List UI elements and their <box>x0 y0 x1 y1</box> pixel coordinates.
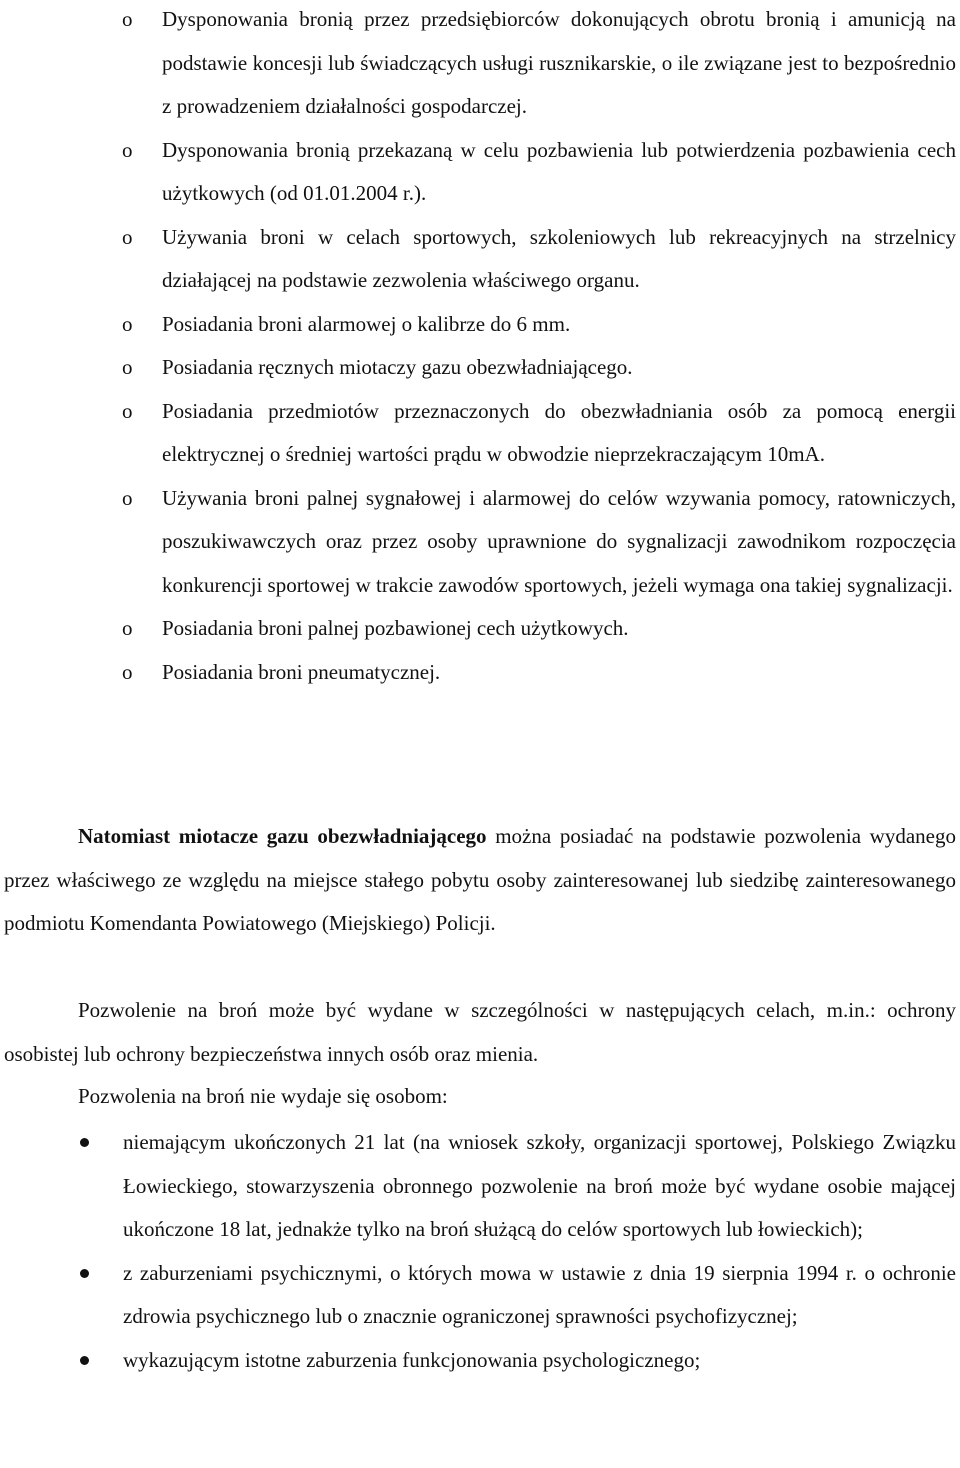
bullet-list <box>0 1121 960 1382</box>
list-item <box>0 346 960 390</box>
list-marker: o <box>122 355 133 379</box>
paragraph-purposes: Pozwolenie na broń może być wydane w szczególności w następujących celach, m.in.: ochrony osobistej lub ochrony bezpieczeństwa innych osób oraz mienia. <box>4 998 956 1066</box>
list-item <box>0 1252 960 1339</box>
list-item-text: Posiadania broni pneumatycznej. <box>162 659 441 684</box>
list-item-text: z zaburzeniami psychicznymi, o których mowa w ustawie z dnia 19 sierpnia 1994 r. o ochronie zdrowia psychicznego lub o znacznie ograniczonej sprawności psychofizycznej; <box>123 1260 956 1328</box>
list-marker: o <box>122 224 133 249</box>
list-marker: o <box>122 616 133 640</box>
paragraph-lead-bold: Natomiast miotacze gazu obezwładniającego <box>78 824 487 848</box>
list-marker: o <box>122 311 133 336</box>
list-item-text: Dysponowania bronią przekazaną w celu pozbawienia lub potwierdzenia pozbawienia cech użytkowych (od 01.01.2004 r.). <box>162 137 956 205</box>
list-marker: o <box>122 137 133 162</box>
list-item-text: Posiadania broni alarmowej o kalibrze do 6 mm. <box>162 311 571 336</box>
list-item-text: Posiadania broni palnej pozbawionej cech użytkowych. <box>162 616 629 640</box>
paragraph-gas-permit <box>4 815 956 946</box>
list-item <box>0 216 960 303</box>
bullet-icon <box>80 1269 89 1278</box>
list-item-text: Posiadania ręcznych miotaczy gazu obezwładniającego. <box>162 355 633 379</box>
list-item <box>0 129 960 216</box>
list-item-text: Posiadania przedmiotów przeznaczonych do obezwładniania osób za pomocą energii elektrycznej o średniej wartości prądu w obwodzie nieprzekraczającym 10mA. <box>162 398 956 466</box>
list-item <box>0 0 960 129</box>
list-item-text: Używania broni w celach sportowych, szkoleniowych lub rekreacyjnych na strzelnicy działającej na podstawie zezwolenia właściwego organu. <box>162 224 956 292</box>
list-marker: o <box>122 398 133 423</box>
list-marker: o <box>122 7 133 31</box>
list-item-text: wykazującym istotne zaburzenia funkcjonowania psychologicznego; <box>123 1347 701 1372</box>
list-item-text: Dysponowania bronią przez przedsiębiorców dokonujących obrotu bronią i amunicją na podstawie koncesji lub świadczących usługi rusznikarskie, o ile związane jest to bezpośrednio z prowadzeniem działalności gospodarczej. <box>162 7 956 118</box>
list-item-text: niemającym ukończonych 21 lat (na wniosek szkoły, organizacji sportowej, Polskiego Związku Łowieckiego, stowarzyszenia obronnego pozwolenie na broń może być wydane osobie mającej ukończone 18 lat, jednakże tylko na broń służącą do celów sportowych lub łowieckich); <box>123 1130 956 1241</box>
list-marker: o <box>122 485 133 510</box>
list-item-text: Używania broni palnej sygnałowej i alarmowej do celów wzywania pomocy, ratowniczych, poszukiwawczych oraz przez osoby uprawnione do sygnalizacji zawodnikom rozpoczęcia konkurencji sportowej w trakcie zawodów sportowych, jeżeli wymaga ona takiej sygnalizacji. <box>162 485 956 597</box>
paragraph-denied: Pozwolenia na broń nie wydaje się osobom: <box>78 1084 448 1108</box>
o-list <box>0 0 960 694</box>
bullet-icon <box>80 1138 89 1147</box>
list-item <box>0 607 960 651</box>
list-item <box>0 1121 960 1252</box>
list-item <box>0 390 960 477</box>
list-item <box>0 303 960 347</box>
list-marker: o <box>122 659 133 684</box>
bullet-icon <box>80 1356 89 1365</box>
list-item <box>0 477 960 608</box>
list-item <box>0 651 960 695</box>
paragraph-body: można posiadać na podstawie pozwolenia wydanego przez właściwego ze względu na miejsce stałego pobytu osoby zainteresowanej lub siedzibę zainteresowanego podmiotu Komendanta Powiatowego (Miejskiego) Policji. <box>4 824 956 935</box>
list-item <box>0 1339 960 1383</box>
